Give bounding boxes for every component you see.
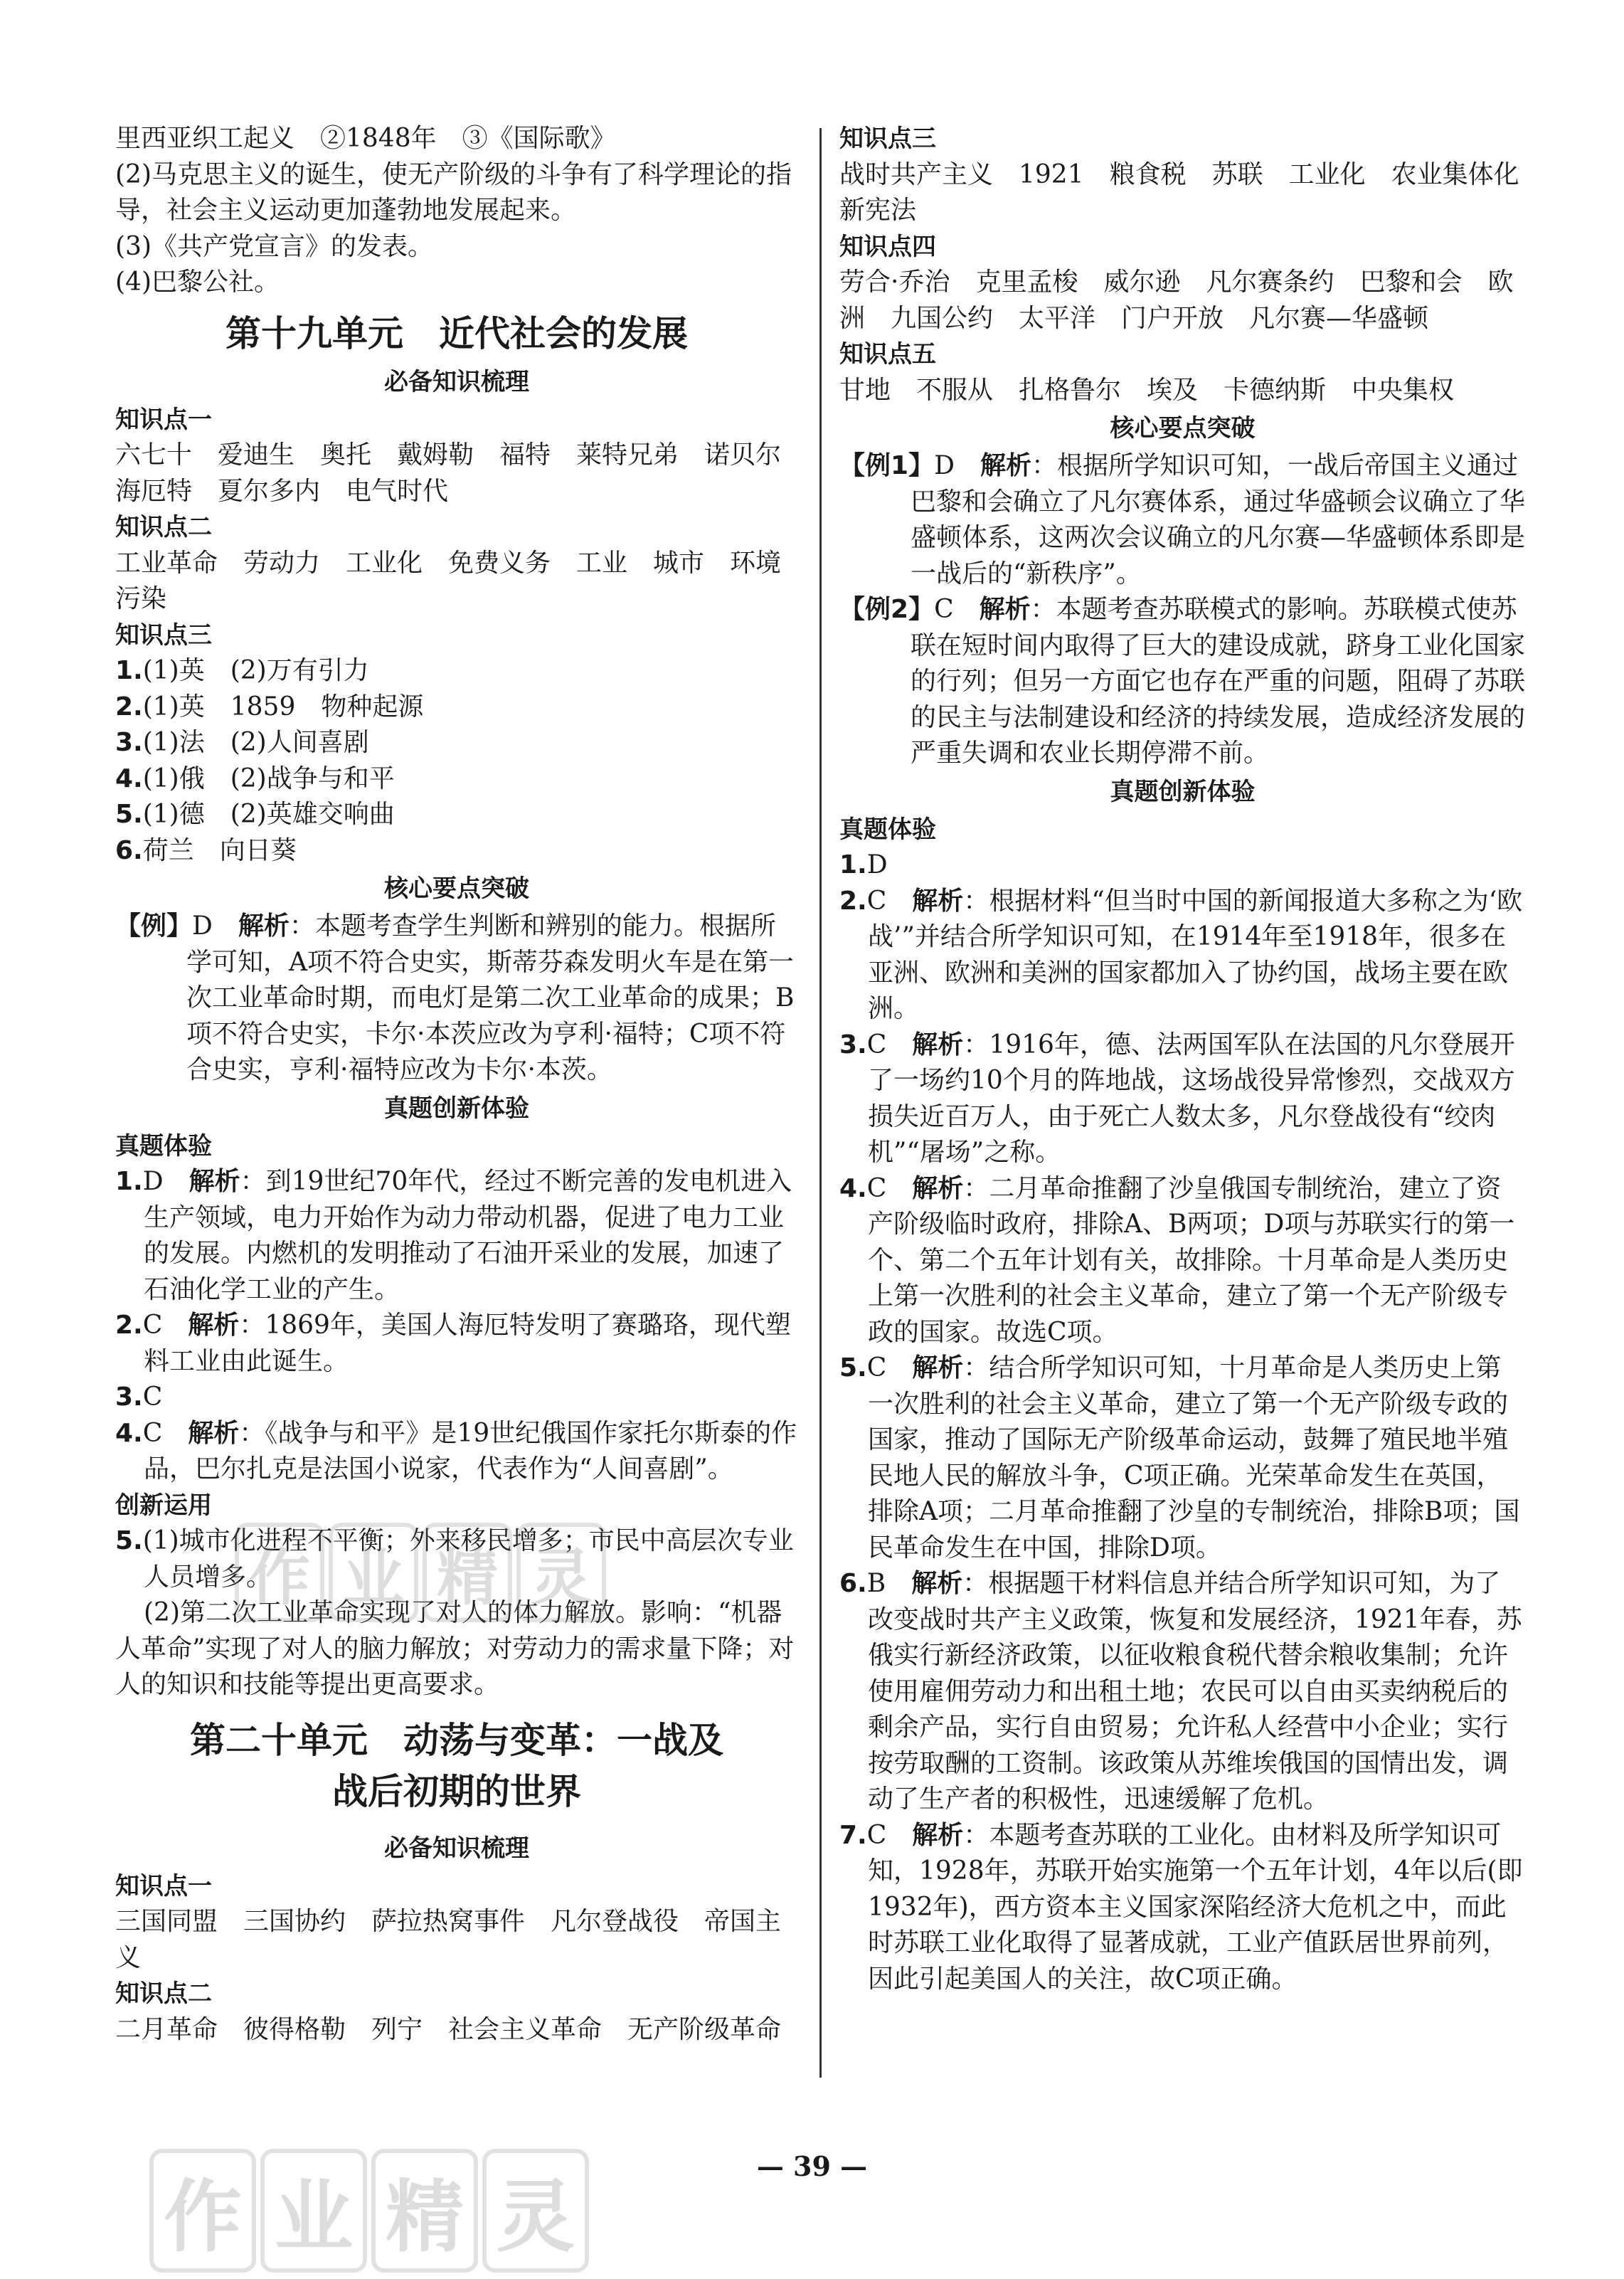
question-item: 5.(1)城市化进程不平衡；外来移民增多；市民中高层次专业人员增多。 [115, 1526, 794, 1592]
question-item: 5.C 解析：结合所学知识可知，十月革命是人类历史上第一次胜利的社会主义革命，建立了第一个无产阶级专政的国家，推动了国际无产阶级革命运动，鼓舞了殖民地半殖民地人民的解放斗争，C项正确。光荣革命发生在英国，排除A项；二月革命推翻了沙皇的专制统治，排除B项；国民革命发生在中国，排除D项。 [839, 1353, 1520, 1562]
knowledge-point-title: 知识点三 [115, 620, 212, 650]
section-heading: 真题创新体验 [384, 1094, 529, 1123]
unit-20-title: 第二十单元 动荡与变革：一战及 [190, 1719, 723, 1761]
left-column [115, 121, 807, 2048]
knowledge-point-title: 知识点一 [115, 405, 212, 434]
section-heading: 必备知识梳理 [384, 367, 529, 396]
example-item: 【例2】C 解析：本题考查苏联模式的影响。苏联模式使苏联在短时间内取得了巨大的建设成就，跻身工业化国家的行列；但另一方面它也存在严重的问题，阻碍了苏联的民主与法制建设和经济的持续发展，造成经济发展的严重失调和农业长期停滞不前。 [839, 595, 1526, 768]
page-number: — 39 — [756, 2150, 868, 2182]
knowledge-point-title: 知识点五 [839, 340, 936, 369]
column-divider [819, 128, 822, 2078]
knowledge-point-text: 六七十 爱迪生 奥托 戴姆勒 福特 莱特兄弟 诺贝尔 海厄特 夏尔多内 电气时代 [115, 440, 807, 506]
knowledge-point-text: 甘地 不服从 扎格鲁尔 埃及 卡德纳斯 中央集权 [839, 375, 1455, 405]
list-item: 2.(1)英 1859 物种起源 [115, 692, 424, 721]
question-item: 4.C 解析：二月革命推翻了沙皇俄国专制统治，建立了资产阶级临时政府，排除A、B两项；D项与苏联实行的第一个、第二个五年计划有关，故排除。十月革命是人类历史上第一次胜利的社会主义革命，建立了第一个无产阶级专政的国家。故选C项。 [839, 1173, 1515, 1347]
question-item: 2.C 解析：1869年，美国人海厄特发明了赛璐珞，现代塑料工业由此诞生。 [115, 1311, 791, 1376]
knowledge-point-title: 知识点二 [115, 1979, 212, 2008]
knowledge-point-title: 知识点一 [115, 1871, 212, 1900]
unit-19-title: 第十九单元 近代社会的发展 [225, 312, 688, 354]
list-item: 5.(1)德 (2)英雄交响曲 [115, 800, 395, 829]
text-line: (4)巴黎公社。 [115, 268, 280, 297]
example-item: 【例1】D 解析：根据所学知识可知，一战后帝国主义通过巴黎和会确立了凡尔赛体系，通过华盛顿会议确立了华盛顿体系，这两次会议确立的凡尔赛—华盛顿体系即是一战后的“新秩序”。 [839, 451, 1526, 588]
question-item: 3.C [115, 1382, 163, 1412]
knowledge-point-text: 二月革命 彼得格勒 列宁 社会主义革命 无产阶级革命 [115, 2014, 782, 2044]
knowledge-point-text: 工业革命 劳动力 工业化 免费义务 工业 城市 环境污染 [115, 548, 782, 613]
question-item: 6.B 解析：根据题干材料信息并结合所学知识可知，为了改变战时共产主义政策，恢复和发展经济，1921年春，苏俄实行新经济政策，以征收粮食税代替余粮收集制；允许使用雇佣劳动力和出租土地；农民可以自由买卖纳税后的剩余产品，实行自由贸易；允许私人经营中小企业；实行按劳取酬的工资制。该政策从苏维埃俄国的国情出发，调动了生产者的积极性，迅速缓解了危机。 [839, 1569, 1522, 1814]
example-item: 【例】D 解析：本题考查学生判断和辨别的能力。根据所学可知，A项不符合史实，斯蒂芬森发明火车是在第一次工业革命时期，而电灯是第二次工业革命的成果；B项不符合史实，卡尔·本茨应改为亨利·福特；C项不符合史实，亨利·福特应改为卡尔·本茨。 [115, 911, 795, 1084]
knowledge-point-title: 知识点三 [839, 125, 936, 153]
list-item: 1.(1)英 (2)万有引力 [115, 656, 369, 685]
subsection-title: 创新运用 [115, 1491, 212, 1520]
knowledge-point-title: 知识点二 [115, 513, 212, 541]
question-item: (2)第二次工业革命实现了对人的体力解放。影响：“机器人革命”实现了对人的脑力解放；对劳动力的需求量下降；对人的知识和技能等提出更高要求。 [115, 1598, 795, 1699]
knowledge-point-title: 知识点四 [839, 232, 936, 261]
question-item: 1.D 解析：到19世纪70年代，经过不断完善的发电机进入生产领域，电力开始作为动力带动机器，促进了电力工业的发展。内燃机的发明推动了石油开采业的发展，加速了石油化学工业的产生。 [115, 1167, 792, 1304]
question-item: 4.C 解析：《战争与和平》是19世纪俄国作家托尔斯泰的作品，巴尔扎克是法国小说家，代表作为“人间喜剧”。 [115, 1418, 797, 1484]
question-item: 7.C 解析：本题考查苏联的工业化。由材料及所学知识可知，1928年，苏联开始实施第一个五年计划，4年以后(即1932年)，西方资本主义国家深陷经济大危机之中，而此时苏联工业化取得了显著成就，工业产值跃居世界前列，因此引起美国人的关注，故C项正确。 [839, 1820, 1523, 1994]
question-item: 1.D [839, 850, 888, 879]
text-line: 里西亚织工起义 ②1848年 ③《国际歌》 [115, 124, 616, 153]
list-item: 6.荷兰 向日葵 [115, 835, 297, 865]
knowledge-point-text: 战时共产主义 1921 粮食税 苏联 工业化 农业集体化 新宪法 [839, 159, 1545, 225]
text-line: (3)《共产党宣言》的发表。 [115, 231, 433, 261]
list-item: 3.(1)法 (2)人间喜剧 [115, 728, 369, 757]
subsection-title: 真题体验 [839, 815, 936, 844]
watermark-logo: 作 业 精 灵 [149, 2149, 593, 2273]
text-line: (2)马克思主义的诞生，使无产阶级的斗争有了科学理论的指导，社会主义运动更加蓬勃地发展起来。 [115, 159, 792, 225]
knowledge-point-text: 劳合·乔治 克里孟梭 威尔逊 凡尔赛条约 巴黎和会 欧洲 九国公约 太平洋 门户开放 凡尔赛—华盛顿 [839, 268, 1514, 333]
question-item: 3.C 解析：1916年，德、法两国军队在法国的凡尔登展开了一场约10个月的阵地战，这场战役异常惨烈，交战双方损失近百万人，由于死亡人数太多，凡尔登战役有“绞肉机”“屠场”之称。 [839, 1030, 1515, 1167]
subsection-title: 真题体验 [115, 1131, 212, 1160]
right-column [839, 121, 1545, 1997]
section-heading: 核心要点突破 [384, 874, 529, 903]
section-heading: 必备知识梳理 [384, 1834, 529, 1863]
watermark-logo: 作 业 精 灵 [235, 1523, 610, 1622]
unit-20-title-line2: 战后初期的世界 [332, 1770, 581, 1812]
list-item: 4.(1)俄 (2)战争与和平 [115, 763, 395, 793]
section-heading: 核心要点突破 [1110, 414, 1256, 443]
knowledge-point-text: 三国同盟 三国协约 萨拉热窝事件 凡尔登战役 帝国主义 [115, 1907, 782, 1972]
section-heading: 真题创新体验 [1110, 777, 1256, 806]
question-item: 2.C 解析：根据材料“但当时中国的新闻报道大多称之为‘欧战’”并结合所学知识可知，在1914年至1918年，很多在亚洲、欧洲和美洲的国家都加入了协约国，战场主要在欧洲。 [839, 886, 1523, 1023]
